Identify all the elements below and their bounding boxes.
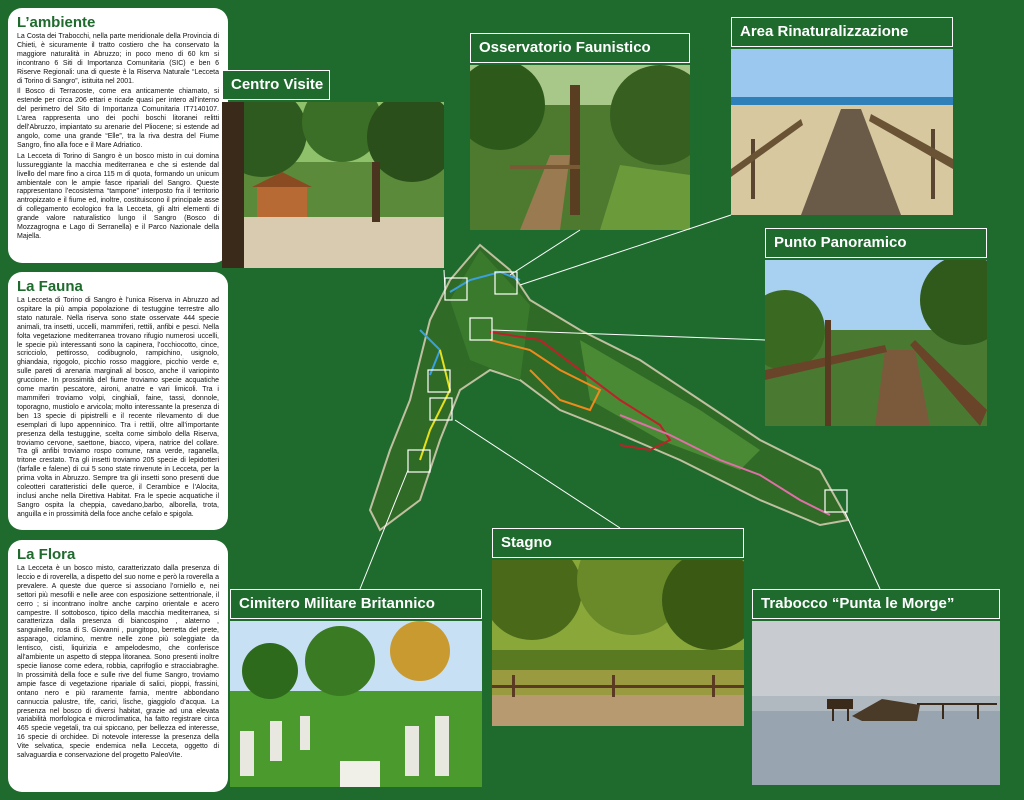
ambiente-paragraph-1: La Costa dei Trabocchi, nella parte meridionale della Provincia di Chieti, è sicuramente il tratto costiero che ha conservato la maggiore naturalità in Abruzzo; in poco meno di 60 km si incontrano 6 Siti di Importanza Comunitaria (SIC) e ben 6 Riserve Regionali: una di queste è la Riserva Naturale “Lecceta di Torino di Sangro”, istituita nel 2001. (17, 33, 219, 85)
trabocco-photo (752, 621, 1000, 785)
punto-panoramico-label: Punto Panoramico (765, 228, 987, 258)
rewilding-area-photo (731, 49, 953, 215)
flora-title: La Flora (17, 546, 76, 563)
ambiente-paragraph-2: Il Bosco di Terracoste, come era anticamente chiamato, si estende per circa 206 ettari e ricade quasi per intero all’interno del perimetro del Sito di Importanza Comunitaria IT7140107. L’area rappresenta uno dei pochi boschi litoranei relitti dell’Abruzzo, impiantato su arenarie del Pliocene; si estende ad angolo, come una grande “Elle”, tra la riva destra del Fiume Sangro, fino alla foce e il Mare Adriatico. (17, 88, 219, 149)
trabocco-label: Trabocco “Punta le Morge” (752, 589, 1000, 619)
ambiente-paragraph-3: La Lecceta di Torino di Sangro è un bosco misto in cui domina lussureggiante la macchia mediterranea e che si estende dal livello del mare fino a circa 115 m di quota, formando un unicum ambientale con le ampie fasce ripariali del Sangro. Queste rappresentano l’ecosistema “tampone” interposto fra il territorio antropizzato e il fiume ed, inoltre, costituiscono il principale asse di collegamento ecologico fra la Lecceta, gli altri elementi di grande valore naturalistico lungo il Sangro (Bosco di Mozzagrogna e Lago di Serranella) e il Parco Nazionale della Majella. (17, 152, 219, 240)
osservatorio-label: Osservatorio Faunistico (470, 33, 690, 63)
fauna-panel (8, 272, 228, 530)
centro-visite-label: Centro Visite (222, 70, 330, 100)
ambiente-title: L’ambiente (17, 14, 96, 31)
ambiente-panel (8, 8, 228, 263)
reserve-map (360, 240, 860, 540)
cimitero-label: Cimitero Militare Britannico (230, 589, 482, 619)
flora-panel (8, 540, 228, 792)
area-rinaturalizzazione-label: Area Rinaturalizzazione (731, 17, 953, 47)
wildlife-observatory-photo (470, 65, 690, 230)
british-cemetery-photo (230, 621, 482, 787)
fauna-paragraph-1: La Lecceta di Torino di Sangro è l’unica Riserva in Abruzzo ad ospitare la più ampia popolazione di testuggine terrestre allo stato naturale. Nella riserva sono state osservate 444 specie animali, tra insetti, uccelli, mammiferi, rettili, anfibi e pesci. Nella folta vegetazione mediterranea trovano rifugio numerosi uccelli, le specie più interessanti sono la capinera, l’occhiocotto, cince, scricciolo, pettirosso, codibugnolo, rampichino, usignolo, ghiandaia, rigogolo, picchio rosso maggiore, picchio verde e, sulle pareti di arenaria marginali al bosco, anche il variopinto gruccione. In prossimità del fiume troviamo specie acquatiche come martin pescatore, aironi, anatre e vari limicoli. Tra i mammiferi troviamo volpi, cinghiali, faine, tassi, donnole, toporagno, mustiolo e arvicola; molto interessante la presenza di ben 13 specie di pipistrelli e il recente rilevamento di due esemplari di lupo appenninico. Tra i rettili, oltre all’importante presenza della testuggine, scelta come simbolo della Riserva, troviamo cervone, saettone, biacco, vipera, natrice del collare. Tra gli anfibi troviamo rospo comune, rana verde, raganella, tritone crestato. Tra gli insetti troviamo 205 specie di lepidotteri (farfalle e falene) di cui 5 sono state rinvenute in Lecceta, per la prima volta in Abruzzo. Sempre tra gli insetti sono presenti due coleotteri caratteristici delle querce, il Cerambice e l’Alocita, inclusi anche nella Direttiva Habitat. Fra le specie acquatiche il Sangro ospita la cheppia, cavedano,barbo, alborella, trota, anguilla e in prossimità della foce anche cefalo e spigola. (17, 297, 219, 518)
pond-photo (492, 560, 744, 726)
flora-paragraph-1: La Lecceta è un bosco misto, caratterizzato dalla presenza di leccio e di roverella, a dispetto del suo nome e però la roverella a prevalere. A queste due querce si associano l’orniello e, nei settori più mesofili e nelle aree con esposizione settentrionale, il cerro ; si incontrano inoltre anche carpino orientale e acero campestre. Il sottobosco, tipico della macchia mediterranea, si caratterizza dalla presenza di biancospino , alaterno , sanguinello, rosa di S. Giovanni , pungitopo, berretta del prete, asparago, ciclamino, mentre nelle zone più soleggiate da lentisco, cisti, liquirizia e ampelodesmo, che conferisce all’ambiente un aspetto di steppa litoranea. Sono presenti inoltre specie lianose come edera, robbia, caprifoglio e stracciabraghe. In prossimità della foce e sulle rive del fiume Sangro, troviamo ampie fasce di vegetazione ripariale di salici, pioppi, frassini, ontano nero e più raramente farnia, mentre abbondano cannuccia palustre, tife, carici, lische, giaggiolo d’acqua. La presenza nel bosco di diversi habitat, grazie ad una elevata variabilità morfologica e microclimatica, ha fatto registrare circa 465 specie vegetali, tra cui spiccano, per bellezza ed interesse, 16 specie di orchidee. Di notevole interesse la presenza della Vite selvatica, specie endemica nella Lecceta, oggetto di salvaguardia e conservazione del progetto PaleoVite. (17, 565, 219, 760)
fauna-title: La Fauna (17, 278, 83, 295)
stagno-label: Stagno (492, 528, 744, 558)
